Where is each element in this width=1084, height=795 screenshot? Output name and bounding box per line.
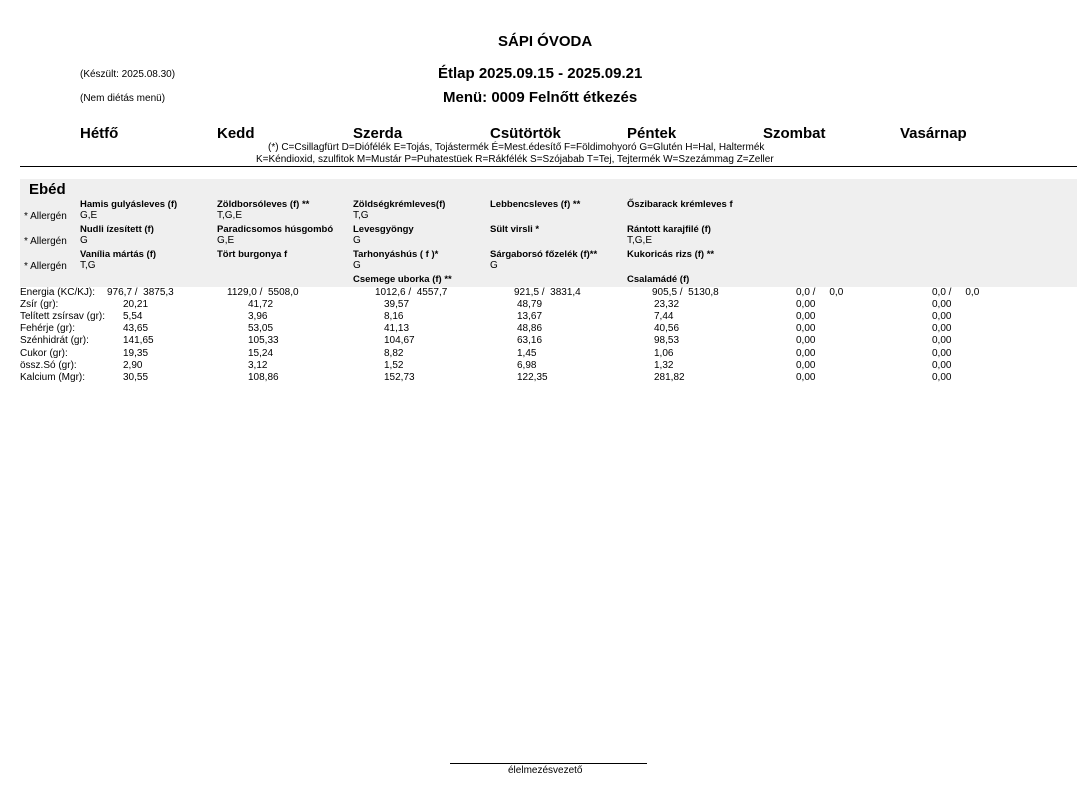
school-name: SÁPI ÓVODA [498,33,593,50]
nutrition-label: Szénhidrát (gr): [20,335,89,347]
dish-allergen: G [490,260,498,271]
dish-name: Lebbencsleves (f) ** [490,199,581,210]
dish-name: Rántott karajfilé (f) [627,224,711,235]
lunch-band [20,179,1077,287]
allergen-row-label: * Allergén [24,236,67,247]
nutrition-value: 105,33 [248,335,279,347]
nutrition-value: 98,53 [654,335,680,347]
nutrition-value: 7,44 [654,311,674,323]
dish-allergen: T,G,E [217,210,243,221]
dish-name: Kukoricás rizs (f) ** [627,249,715,260]
allergen-row-label: * Allergén [24,211,67,222]
nutrition-value: 0,00 [796,323,816,335]
dish-name: Őszibarack krémleves f [627,199,733,210]
nutrition-value: 3,96 [248,311,268,323]
dish-allergen: G [80,235,88,246]
nutrition-value: 1,32 [654,359,674,371]
nutrition-value: 1,06 [654,347,674,359]
header-divider [20,166,1077,167]
nutrition-value: 0,00 [932,335,952,347]
dish-name: Csemege uborka (f) ** [353,274,452,285]
nutrition-value: 141,65 [123,335,154,347]
nutrition-value: 8,16 [384,311,404,323]
day-heading: Vasárnap [900,125,967,142]
nutrition-value: 281,82 [654,371,685,383]
dish-name: Tarhonyáshús ( f )* [353,249,439,260]
allergen-legend-line1: (*) C=Csillagfürt D=Diófélék E=Tojás, Tojástermék É=Mest.édesítő F=Földimohyoró G=Glutén H=Hal, Haltermék [268,142,765,153]
nutrition-value: 41,13 [384,323,410,335]
created-date: (Készült: 2025.08.30) [80,69,176,80]
day-heading: Hétfő [80,125,119,142]
dish-allergen: G,E [217,235,235,246]
nutrition-label: Energia (KC/KJ): [20,287,96,298]
signature-label: élelmezésvezető [508,765,583,776]
section-title: Ebéd [29,181,66,198]
day-heading: Péntek [627,125,677,142]
day-heading: Szombat [763,125,826,142]
dish-allergen: T,G [353,210,369,221]
nutrition-label: Kalcium (Mgr): [20,371,86,383]
dish-name: Nudli ízesített (f) [80,224,154,235]
nutrition-value: 0,00 [932,347,952,359]
dish-name: Zöldborsóleves (f) ** [217,199,310,210]
nutrition-value: 6,98 [517,359,537,371]
energy-value: 905,5 / 5130,8 [652,287,719,298]
nutrition-value: 39,57 [384,299,410,311]
nutrition-label: Fehérje (gr): [20,323,76,335]
nutrition-label: Telített zsírsav (gr): [20,311,106,323]
energy-value: 921,5 / 3831,4 [514,287,581,298]
nutrition-label: Cukor (gr): [20,347,68,359]
energy-value: 976,7 / 3875,3 [107,287,174,298]
nutrition-value: 0,00 [796,347,816,359]
nutrition-value: 3,12 [248,359,268,371]
nutrition-value: 63,16 [517,335,543,347]
dish-name: Tört burgonya f [217,249,288,260]
nutrition-value: 0,00 [932,359,952,371]
day-heading: Csütörtök [490,125,561,142]
nutrition-value: 152,73 [384,371,415,383]
allergen-row-label: * Allergén [24,261,67,272]
dish-name: Hamis gulyásleves (f) [80,199,178,210]
dish-name: Zöldségkrémleves(f) [353,199,446,210]
nutrition-value: 48,79 [517,299,543,311]
nutrition-value: 122,35 [517,371,548,383]
day-heading: Szerda [353,125,403,142]
nutrition-value: 1,45 [517,347,537,359]
dish-name: Vanília mártás (f) [80,249,157,260]
dish-allergen: G [353,235,361,246]
nutrition-value: 30,55 [123,371,149,383]
dish-allergen: G,E [80,210,98,221]
nutrition-value: 53,05 [248,323,274,335]
nutrition-value: 43,65 [123,323,149,335]
nutrition-value: 0,00 [796,359,816,371]
nutrition-value: 0,00 [796,371,816,383]
nutrition-label: Zsír (gr): [20,299,59,311]
nutrition-value: 19,35 [123,347,149,359]
nutrition-value: 0,00 [932,371,952,383]
nutrition-value: 40,56 [654,323,680,335]
nutrition-value: 20,21 [123,299,149,311]
nutrition-value: 0,00 [796,311,816,323]
nutrition-value: 0,00 [796,299,816,311]
nutrition-value: 8,82 [384,347,404,359]
nutrition-value: 23,32 [654,299,680,311]
nutrition-value: 48,86 [517,323,543,335]
energy-value: 0,0 / 0,0 [932,287,980,298]
menu-title: Menü: 0009 Felnőtt étkezés [443,89,638,106]
menu-period: Étlap 2025.09.15 - 2025.09.21 [438,65,643,82]
nutrition-value: 5,54 [123,311,143,323]
nutrition-value: 0,00 [932,299,952,311]
dish-allergen: T,G [80,260,96,271]
nutrition-value: 41,72 [248,299,274,311]
allergen-legend-line2: K=Kéndioxid, szulfitok M=Mustár P=Puhatestüek R=Rákfélék S=Szójabab T=Tej, Tejtermék W=Szezámmag Z=Zeller [256,154,774,165]
dish-name: Sárgaborsó főzelék (f)** [490,249,598,260]
nutrition-value: 0,00 [932,311,952,323]
nutrition-value: 2,90 [123,359,143,371]
dish-name: Levesgyöngy [353,224,414,235]
dish-allergen: G [353,260,361,271]
energy-value: 0,0 / 0,0 [796,287,844,298]
diet-note: (Nem diétás menü) [80,93,166,104]
day-heading: Kedd [217,125,255,142]
dish-name: Paradicsomos húsgombó [217,224,334,235]
dish-name: Csalamádé (f) [627,274,690,285]
dish-allergen: T,G,E [627,235,653,246]
nutrition-value: 0,00 [796,335,816,347]
nutrition-value: 104,67 [384,335,415,347]
energy-value: 1129,0 / 5508,0 [227,287,299,298]
energy-value: 1012,6 / 4557,7 [375,287,448,298]
nutrition-value: 0,00 [932,323,952,335]
nutrition-value: 1,52 [384,359,404,371]
nutrition-label: össz.Só (gr): [20,359,77,371]
signature-line [450,763,647,764]
dish-name: Sült virsli * [490,224,540,235]
nutrition-value: 108,86 [248,371,279,383]
nutrition-value: 13,67 [517,311,543,323]
nutrition-value: 15,24 [248,347,274,359]
